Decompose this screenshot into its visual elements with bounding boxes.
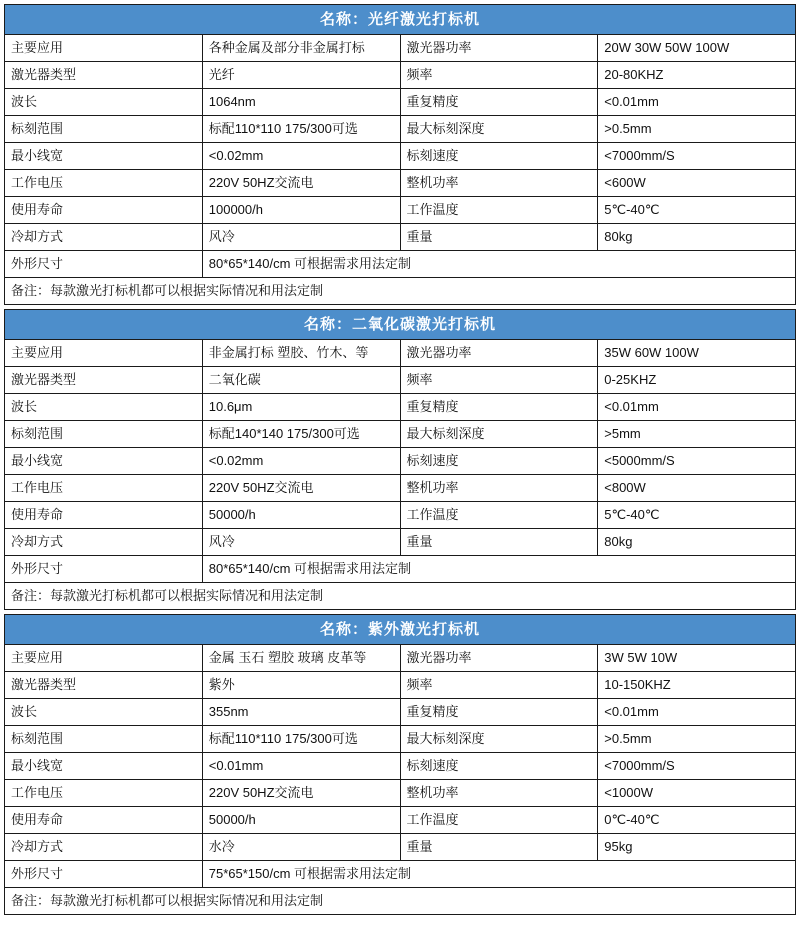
row-label-left: 主要应用	[5, 340, 203, 367]
row-value-left: 非金属打标 塑胶、竹木、等	[202, 340, 400, 367]
table-title: 名称：光纤激光打标机	[5, 5, 796, 35]
row-value-right: <800W	[598, 475, 796, 502]
row-label-right: 最大标刻深度	[400, 421, 598, 448]
table-row-dimensions	[5, 251, 796, 278]
row-value-right: 20W 30W 50W 100W	[598, 35, 796, 62]
row-label-left: 标刻范围	[5, 116, 203, 143]
table-row	[5, 224, 796, 251]
row-label-right: 重复精度	[400, 89, 598, 116]
row-value-right: 5℃-40℃	[598, 502, 796, 529]
row-value-right: 35W 60W 100W	[598, 340, 796, 367]
table-row	[5, 170, 796, 197]
row-label-left: 工作电压	[5, 170, 203, 197]
row-label-left: 使用寿命	[5, 807, 203, 834]
row-value-left: 二氧化碳	[202, 367, 400, 394]
row-value-right: <600W	[598, 170, 796, 197]
row-label-right: 整机功率	[400, 780, 598, 807]
table-row	[5, 367, 796, 394]
row-value-right: <7000mm/S	[598, 753, 796, 780]
row-label-left: 冷却方式	[5, 224, 203, 251]
row-value-left: 220V 50HZ交流电	[202, 475, 400, 502]
row-label-right: 工作温度	[400, 502, 598, 529]
note-text: 备注：每款激光打标机都可以根据实际情况和用法定制	[5, 583, 796, 610]
table-row	[5, 529, 796, 556]
row-label-right: 工作温度	[400, 807, 598, 834]
row-value-right: 3W 5W 10W	[598, 645, 796, 672]
row-value-right: 0℃-40℃	[598, 807, 796, 834]
row-label-left: 激光器类型	[5, 672, 203, 699]
row-label-right: 重复精度	[400, 699, 598, 726]
row-label-left: 标刻范围	[5, 421, 203, 448]
row-label-left: 工作电压	[5, 780, 203, 807]
row-label-left: 波长	[5, 394, 203, 421]
table-row	[5, 143, 796, 170]
row-value-right: <0.01mm	[598, 89, 796, 116]
table-row	[5, 421, 796, 448]
row-label-right: 频率	[400, 367, 598, 394]
dimensions-label: 外形尺寸	[5, 251, 203, 278]
table-row	[5, 753, 796, 780]
row-value-left: 355nm	[202, 699, 400, 726]
dimensions-label: 外形尺寸	[5, 861, 203, 888]
row-value-left: 10.6μm	[202, 394, 400, 421]
row-label-left: 冷却方式	[5, 834, 203, 861]
table-title-row	[5, 310, 796, 340]
table-row-dimensions	[5, 861, 796, 888]
dimensions-value: 80*65*140/cm 可根据需求用法定制	[202, 251, 795, 278]
row-value-right: >0.5mm	[598, 726, 796, 753]
table-row	[5, 89, 796, 116]
spec-table-uv	[4, 614, 796, 915]
table-row-note	[5, 888, 796, 915]
row-label-right: 整机功率	[400, 170, 598, 197]
row-label-right: 激光器功率	[400, 35, 598, 62]
table-row	[5, 62, 796, 89]
dimensions-value: 80*65*140/cm 可根据需求用法定制	[202, 556, 795, 583]
spec-table-co2	[4, 309, 796, 610]
row-value-right: <0.01mm	[598, 394, 796, 421]
row-label-right: 标刻速度	[400, 143, 598, 170]
row-value-right: 80kg	[598, 529, 796, 556]
row-value-left: 50000/h	[202, 807, 400, 834]
row-value-right: 5℃-40℃	[598, 197, 796, 224]
table-row	[5, 35, 796, 62]
row-label-right: 标刻速度	[400, 448, 598, 475]
row-label-right: 频率	[400, 62, 598, 89]
row-value-left: <0.02mm	[202, 143, 400, 170]
row-value-right: 80kg	[598, 224, 796, 251]
table-row	[5, 116, 796, 143]
table-row	[5, 780, 796, 807]
row-label-right: 最大标刻深度	[400, 116, 598, 143]
table-row-dimensions	[5, 556, 796, 583]
table-row	[5, 726, 796, 753]
row-value-right: <7000mm/S	[598, 143, 796, 170]
row-label-right: 工作温度	[400, 197, 598, 224]
row-value-left: 220V 50HZ交流电	[202, 780, 400, 807]
table-row	[5, 672, 796, 699]
row-label-left: 波长	[5, 89, 203, 116]
row-value-left: 标配110*110 175/300可选	[202, 116, 400, 143]
table-row	[5, 699, 796, 726]
row-value-right: >5mm	[598, 421, 796, 448]
table-row	[5, 448, 796, 475]
row-label-right: 重复精度	[400, 394, 598, 421]
table-title-row	[5, 615, 796, 645]
dimensions-label: 外形尺寸	[5, 556, 203, 583]
dimensions-value: 75*65*150/cm 可根据需求用法定制	[202, 861, 795, 888]
row-label-left: 激光器类型	[5, 62, 203, 89]
row-label-right: 重量	[400, 834, 598, 861]
row-label-left: 冷却方式	[5, 529, 203, 556]
row-label-right: 激光器功率	[400, 340, 598, 367]
row-value-left: 水冷	[202, 834, 400, 861]
row-value-right: 0-25KHZ	[598, 367, 796, 394]
row-value-left: 100000/h	[202, 197, 400, 224]
table-row	[5, 197, 796, 224]
row-label-left: 最小线宽	[5, 143, 203, 170]
row-label-left: 最小线宽	[5, 448, 203, 475]
row-value-left: <0.02mm	[202, 448, 400, 475]
row-value-left: 标配140*140 175/300可选	[202, 421, 400, 448]
row-label-left: 激光器类型	[5, 367, 203, 394]
row-label-right: 最大标刻深度	[400, 726, 598, 753]
row-value-right: >0.5mm	[598, 116, 796, 143]
table-title: 名称：二氧化碳激光打标机	[5, 310, 796, 340]
row-label-right: 频率	[400, 672, 598, 699]
row-label-right: 重量	[400, 224, 598, 251]
table-row	[5, 394, 796, 421]
table-title: 名称：紫外激光打标机	[5, 615, 796, 645]
row-label-left: 工作电压	[5, 475, 203, 502]
table-row-note	[5, 583, 796, 610]
spec-table-fiber	[4, 4, 796, 305]
table-title-row	[5, 5, 796, 35]
row-label-left: 主要应用	[5, 645, 203, 672]
note-text: 备注：每款激光打标机都可以根据实际情况和用法定制	[5, 278, 796, 305]
row-label-left: 波长	[5, 699, 203, 726]
row-value-left: 光纤	[202, 62, 400, 89]
row-label-left: 主要应用	[5, 35, 203, 62]
table-row	[5, 475, 796, 502]
row-label-left: 最小线宽	[5, 753, 203, 780]
row-label-left: 标刻范围	[5, 726, 203, 753]
table-row	[5, 834, 796, 861]
row-label-left: 使用寿命	[5, 197, 203, 224]
row-label-left: 使用寿命	[5, 502, 203, 529]
row-value-left: 各种金属及部分非金属打标	[202, 35, 400, 62]
table-row	[5, 340, 796, 367]
row-value-left: 风冷	[202, 224, 400, 251]
row-value-left: <0.01mm	[202, 753, 400, 780]
table-row	[5, 502, 796, 529]
table-row-note	[5, 278, 796, 305]
row-value-left: 紫外	[202, 672, 400, 699]
row-label-right: 标刻速度	[400, 753, 598, 780]
row-label-right: 激光器功率	[400, 645, 598, 672]
note-text: 备注：每款激光打标机都可以根据实际情况和用法定制	[5, 888, 796, 915]
table-row	[5, 807, 796, 834]
row-value-right: <5000mm/S	[598, 448, 796, 475]
row-value-left: 220V 50HZ交流电	[202, 170, 400, 197]
row-value-left: 风冷	[202, 529, 400, 556]
row-value-left: 50000/h	[202, 502, 400, 529]
row-value-right: 95kg	[598, 834, 796, 861]
row-value-left: 1064nm	[202, 89, 400, 116]
table-row	[5, 645, 796, 672]
row-value-left: 标配110*110 175/300可选	[202, 726, 400, 753]
row-value-left: 金属 玉石 塑胶 玻璃 皮革等	[202, 645, 400, 672]
row-value-right: 10-150KHZ	[598, 672, 796, 699]
row-value-right: <1000W	[598, 780, 796, 807]
row-value-right: 20-80KHZ	[598, 62, 796, 89]
row-label-right: 重量	[400, 529, 598, 556]
row-value-right: <0.01mm	[598, 699, 796, 726]
row-label-right: 整机功率	[400, 475, 598, 502]
